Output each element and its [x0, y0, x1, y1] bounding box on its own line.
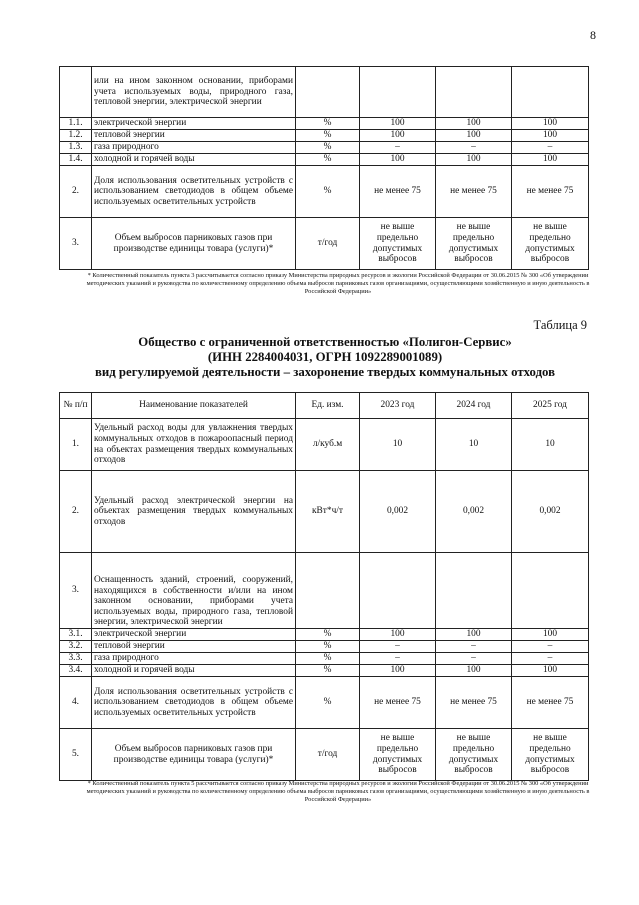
table-continuation — [59, 66, 589, 270]
table-row: 3. Объем выбросов парниковых газов при производстве единицы товара (услуги)* т/год не выше предельно допустимых выбросов не выше предельно допустимых выбросов не выше предельно допустимых выбросов — [60, 218, 589, 270]
footnote-table9: * Количественный показатель пункта 5 рассчитывается согласно приказу Министерства природных ресурсов и экологии Российской Федерации от 30.06.2015 № 300 «Об утверждении методических указаний и руководства по количественному определению объема выбросов парниковых газов организациями, осуществляющими хозяйственную и иную деятельность в Российской Федерации» — [86, 780, 590, 803]
org-ids: (ИНН 2284004031, ОГРН 1092289001089) — [207, 350, 443, 364]
table-9 — [59, 392, 589, 781]
table-row: 2. Доля использования осветительных устройств с использованием светодиодов в общем объеме используемых осветительных устройств % не менее 75 не менее 75 не менее 75 — [60, 166, 589, 218]
table-row: 4. Доля использования осветительных устройств с использованием светодиодов в общем объеме используемых осветительных устройств % не менее 75 не менее 75 не менее 75 — [60, 677, 589, 729]
table-header-row: № п/п Наименование показателей Ед. изм. 2023 год 2024 год 2025 год — [60, 393, 589, 419]
table-row: 3.3. газа природного % – – – — [60, 653, 589, 665]
page-number: 8 — [590, 28, 596, 42]
activity-type: вид регулируемой деятельности – захоронение твердых коммунальных отходов — [94, 365, 556, 379]
table-row: 3. Оснащенность зданий, строений, сооружений, находящихся в собственности и/или на ином законном основании, приборами учета используемых воды, природного газа, тепловой энергии, электрической энергии — [60, 553, 589, 629]
table-row: 2. Удельный расход электрической энергии на объектах размещения твердых коммунальных отходов кВт*ч/т 0,002 0,002 0,002 — [60, 471, 589, 553]
table-row: 1. Удельный расход воды для увлажнения твердых коммунальных отходов в пожароопасный период на объектах размещения твердых коммунальных отходов л/куб.м 10 10 10 — [60, 419, 589, 471]
org-name: Общество с ограниченной ответственностью «Полигон-Сервис» — [138, 335, 512, 349]
table-cell-name: или на ином законном основании, приборами учета используемых воды, природного газа, тепловой энергии, электрической энергии — [92, 67, 296, 118]
table-row: 5. Объем выбросов парниковых газов при производстве единицы товара (услуги)* т/год не выше предельно допустимых выбросов не выше предельно допустимых выбросов не выше предельно допустимых выбросов — [60, 729, 589, 781]
table-row: 3.2. тепловой энергии % – – – — [60, 641, 589, 653]
table-row: 1.4. холодной и горячей воды % 100 100 100 — [60, 154, 589, 166]
table-row: 1.3. газа природного % – – – — [60, 142, 589, 154]
table-row: 3.1. электрической энергии % 100 100 100 — [60, 629, 589, 641]
footnote-top: * Количественный показатель пункта 3 рассчитывается согласно приказу Министерства природных ресурсов и экологии Российской Федерации от 30.06.2015 № 300 «Об утверждении методических указаний и руководства по количественному определению объема выбросов парниковых газов организациями, осуществляющими хозяйственную и иную деятельность в Российской Федерации» — [86, 272, 590, 295]
table-row: 1.2. тепловой энергии % 100 100 100 — [60, 130, 589, 142]
table-label: Таблица 9 — [533, 318, 587, 332]
table-row: 3.4. холодной и горячей воды % 100 100 100 — [60, 665, 589, 677]
table-row: 1.1. электрической энергии % 100 100 100 — [60, 118, 589, 130]
